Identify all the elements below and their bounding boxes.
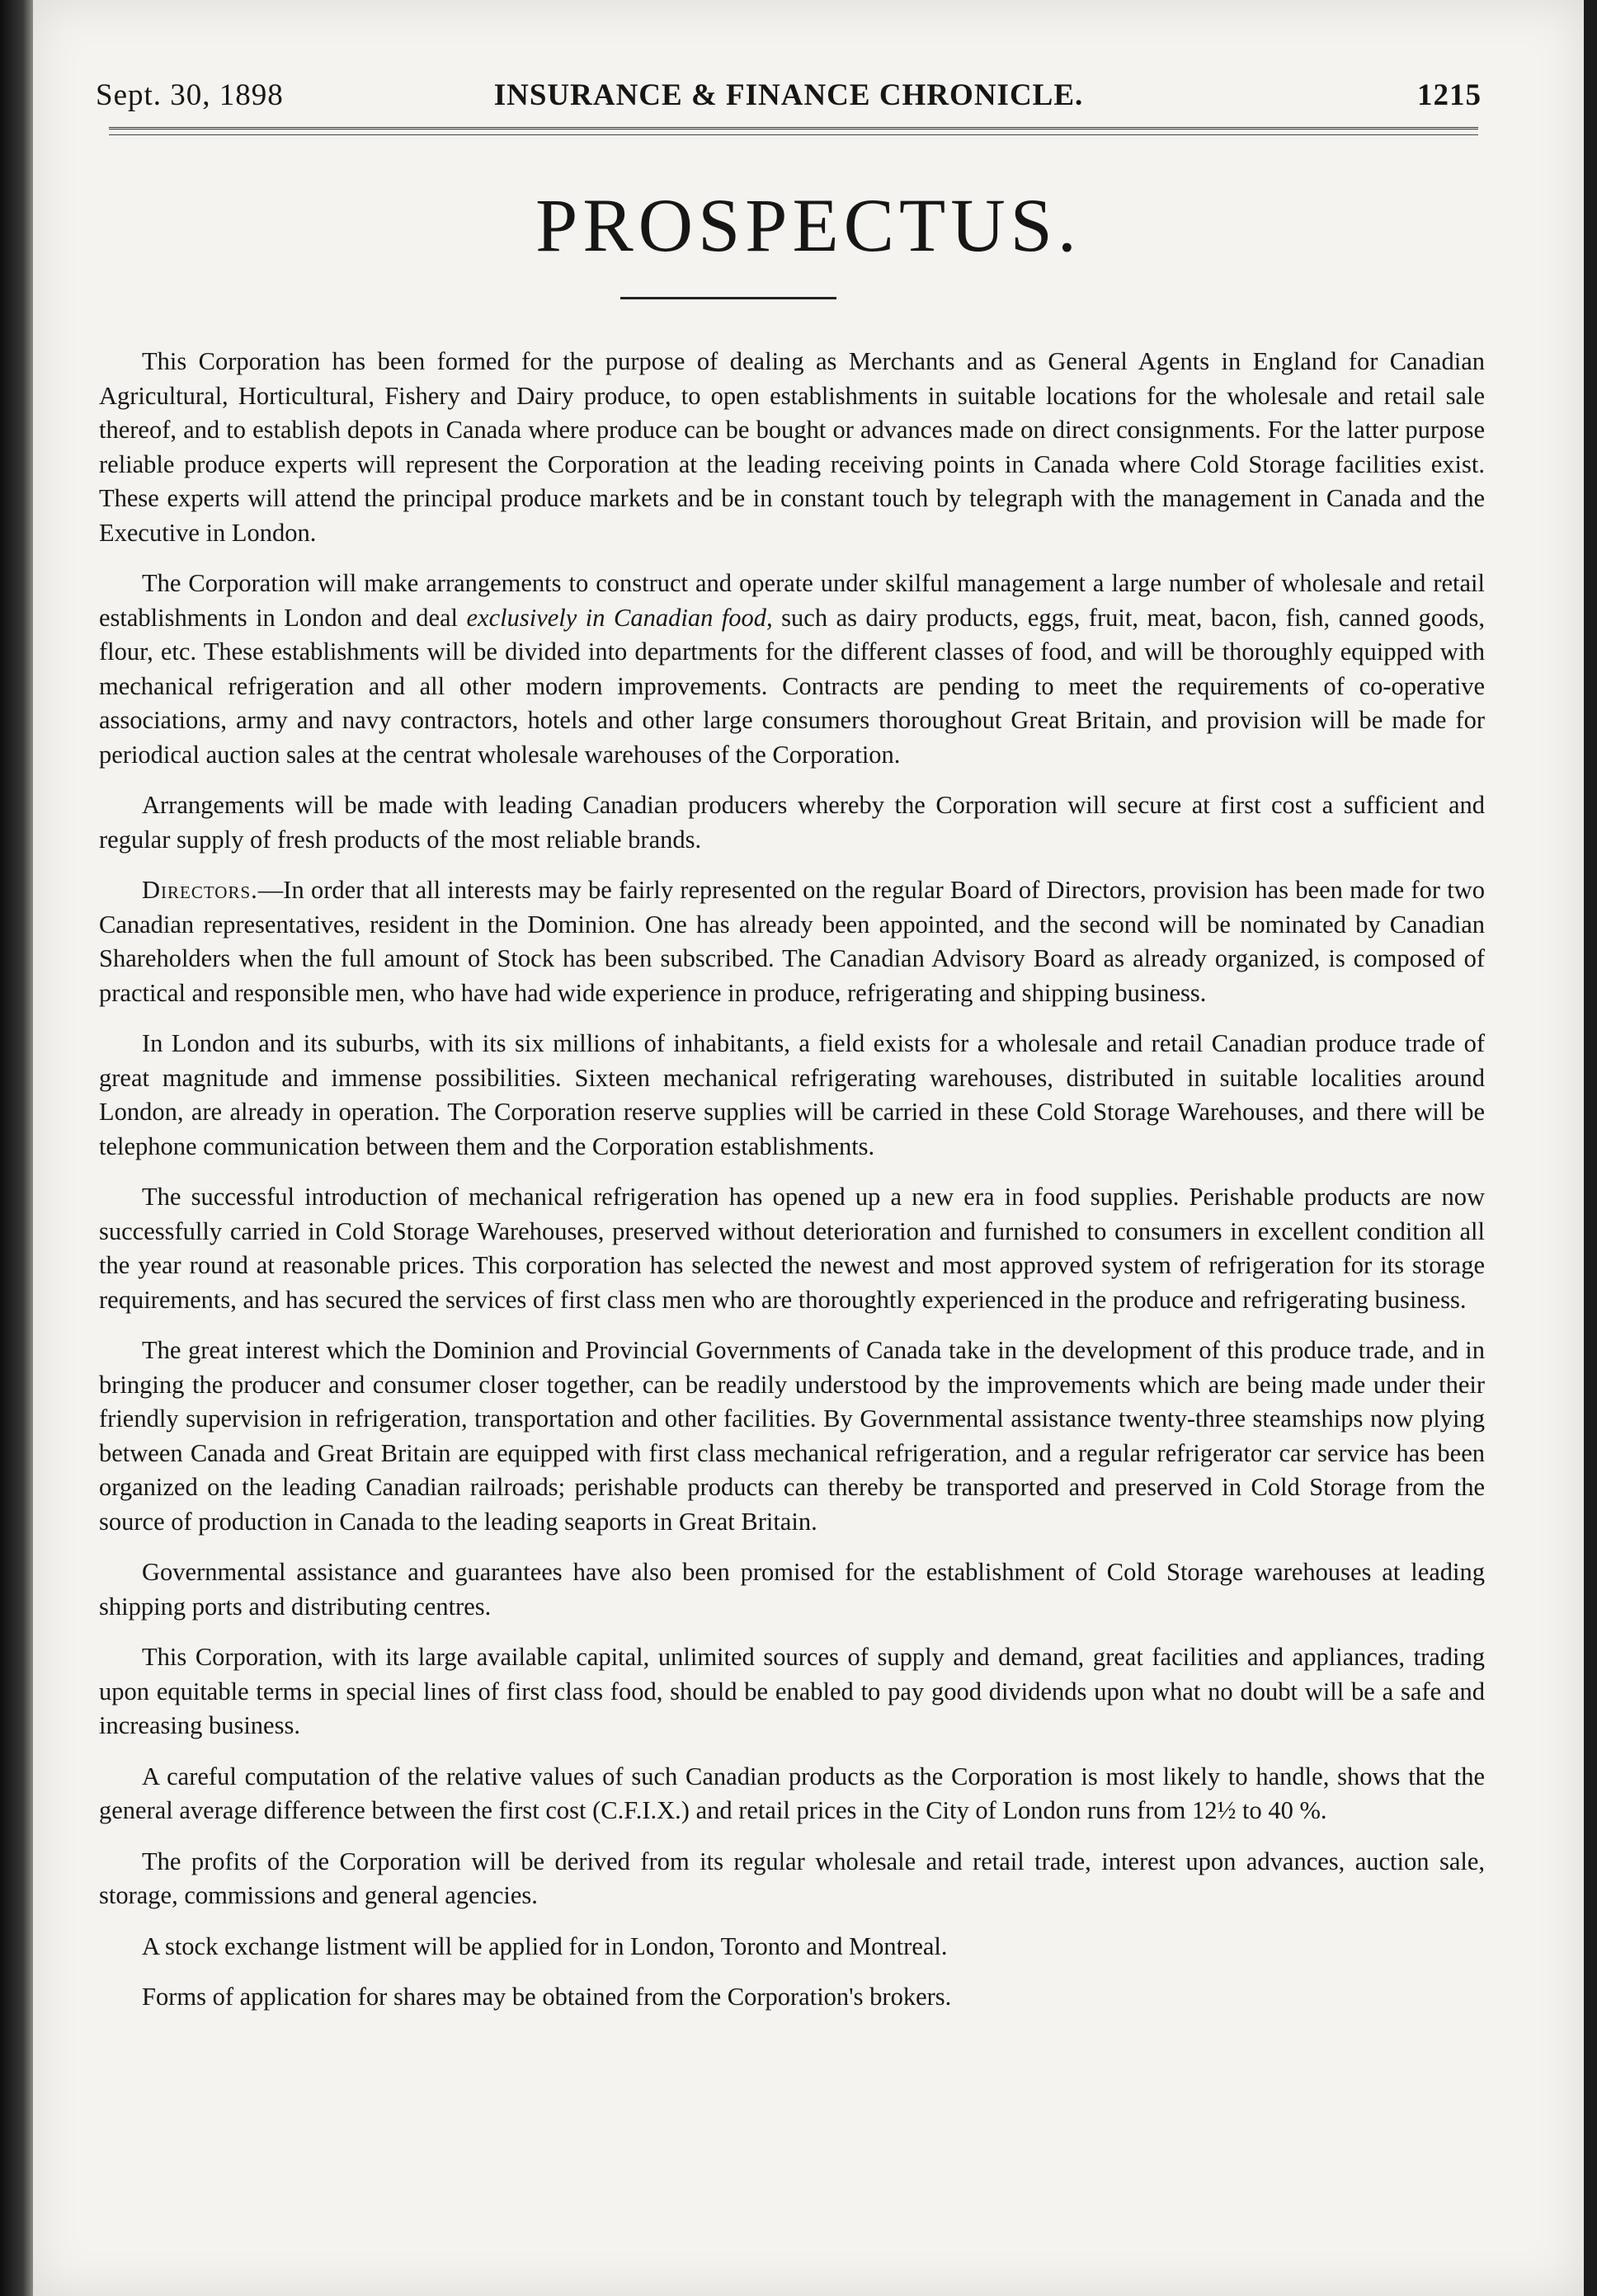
paragraph-governments: The great interest which the Dominion and Provincial Governments of Canada take in the development of this produce trade, and in bringing the producer and consumer closer together, can be readily understood by the improvements which are being made under their friendly supervision in refrigeration, transportation and other facilities. By Governmental assistance twenty-three steamships now plying between Canada and Great Britain are equipped with first class mechanical refrigeration, and a regular refrigerator car service has been organized on the leading Canadian railroads; perishable products can thereby be transported and preserved in Cold Storage from the source of production in Canada to the leading seaports in Great Britain.: [99, 1336, 1485, 1536]
paragraph-capital: This Corporation, with its large available capital, unlimited sources of supply and demand, great facilities and appliances, trading upon equitable terms in special lines of first class food, should be enabled to pay good dividends upon what no doubt will be a safe and increasing business.: [99, 1643, 1485, 1739]
paragraph-refrigeration: The successful introduction of mechanical refrigeration has opened up a new era in food supplies. Perishable products are now successfully carried in Cold Storage Warehouses, preserved without deterioration and furnished to consumers in excellent condition all the year round at reasonable prices. This corporation has selected the newest and most approved system of refrigeration for its storage requirements, and has secured the services of first class men who are thoroughtly experienced in the produce and refrigerating business.: [99, 1183, 1485, 1314]
paragraph-application: Forms of application for shares may be obtained from the Corporation's brokers.: [142, 1983, 952, 2011]
emphasis-text: exclusively in Canadian food,: [466, 603, 773, 632]
paragraph-text: The Corporation will make arrangements to construct and operate under skilful management a large number of wholesale and retail establishments in London and deal: [99, 569, 1485, 632]
paragraph-directors: [99, 873, 1485, 1010]
directors-lead: Directors.: [142, 876, 258, 904]
page-binding-edge: [0, 0, 33, 2296]
paragraph-london: In London and its suburbs, with its six millions of inhabitants, a field exists for a wholesale and retail Canadian produce trade of great magnitude and immense possibilities. Sixteen mechanical refrigerating warehouses, distributed in suitable localities around London, are already in operation. The Corporation reserve supplies will be carried in these Cold Storage Warehouses, and there will be telephone communication between them and the Corporation establishments.: [99, 1029, 1485, 1160]
paragraph-listing: A stock exchange listment will be applied for in London, Toronto and Montreal.: [142, 1931, 948, 1960]
paragraph-profits: The profits of the Corporation will be derived from its regular wholesale and retail trade, interest upon advances, auction sale, storage, commissions and general agencies.: [99, 1847, 1485, 1909]
page-title: PROSPECTUS.: [535, 183, 1081, 267]
header-rule: [109, 127, 1478, 135]
document-page: [33, 0, 1584, 2296]
paragraph-arrangements: Arrangements will be made with leading Canadian producers whereby the Corporation will secure at first cost a sufficient and regular supply of fresh products of the most reliable brands.: [99, 791, 1485, 854]
header-publication: INSURANCE & FINANCE CHRONICLE.: [493, 78, 1084, 112]
running-header: [96, 78, 1482, 119]
paragraph-formation: This Corporation has been formed for the purpose of dealing as Merchants and as General Agents in England for Canadian Agricultural, Horticultural, Fishery and Dairy produce, to open establishments in suitable locations for the wholesale and retail sale thereof, and to establish depots in Canada where produce can be bought or advances made on direct consignments. For the latter purpose reliable produce experts will represent the Corporation at the leading receiving points in Canada where Cold Storage facilities exist. These experts will attend the principal produce markets and be in constant touch by telegraph with the management in Canada and the Executive in London.: [99, 347, 1485, 547]
paragraph-computation: A careful computation of the relative values of such Canadian products as the Corporation is most likely to handle, shows that the general average difference between the first cost (C.F.I.X.) and retail prices in the City of London runs from 12½ to 40 %.: [99, 1762, 1485, 1824]
prospectus-body: [99, 345, 1485, 2031]
title-rule: [620, 297, 836, 299]
paragraph-text: —In order that all interests may be fairly represented on the regular Board of Directors, provision has been made for two Canadian representatives, resident in the Dominion. One has already been appointed, and the second will be nominated by Canadian Shareholders when the full amount of Stock has been subscribed. The Canadian Advisory Board as already organized, is composed of practical and responsible men, who have had wide experience in produce, refrigerating and shipping business.: [99, 876, 1485, 1007]
paragraph-assistance: Governmental assistance and guarantees have also been promised for the establishment of Cold Storage warehouses at leading shipping ports and distributing centres.: [99, 1558, 1485, 1621]
header-date: Sept. 30, 1898: [96, 78, 284, 112]
paragraph-establishments: [99, 567, 1485, 772]
paragraph-text: such as dairy products, eggs, fruit, meat, bacon, fish, canned goods, flour, etc. These establishments will be divided into departments for the different classes of food, and will be thoroughly equipped with mechanical refrigeration and all other modern improvements. Contracts are pending to meet the requirements of co-operative associations, army and navy contractors, hotels and other large consumers thoroughout Great Britain, and provision will be made for periodical auction sales at the centrat wholesale warehouses of the Corporation.: [99, 603, 1486, 769]
header-page-number: 1215: [1417, 78, 1482, 112]
